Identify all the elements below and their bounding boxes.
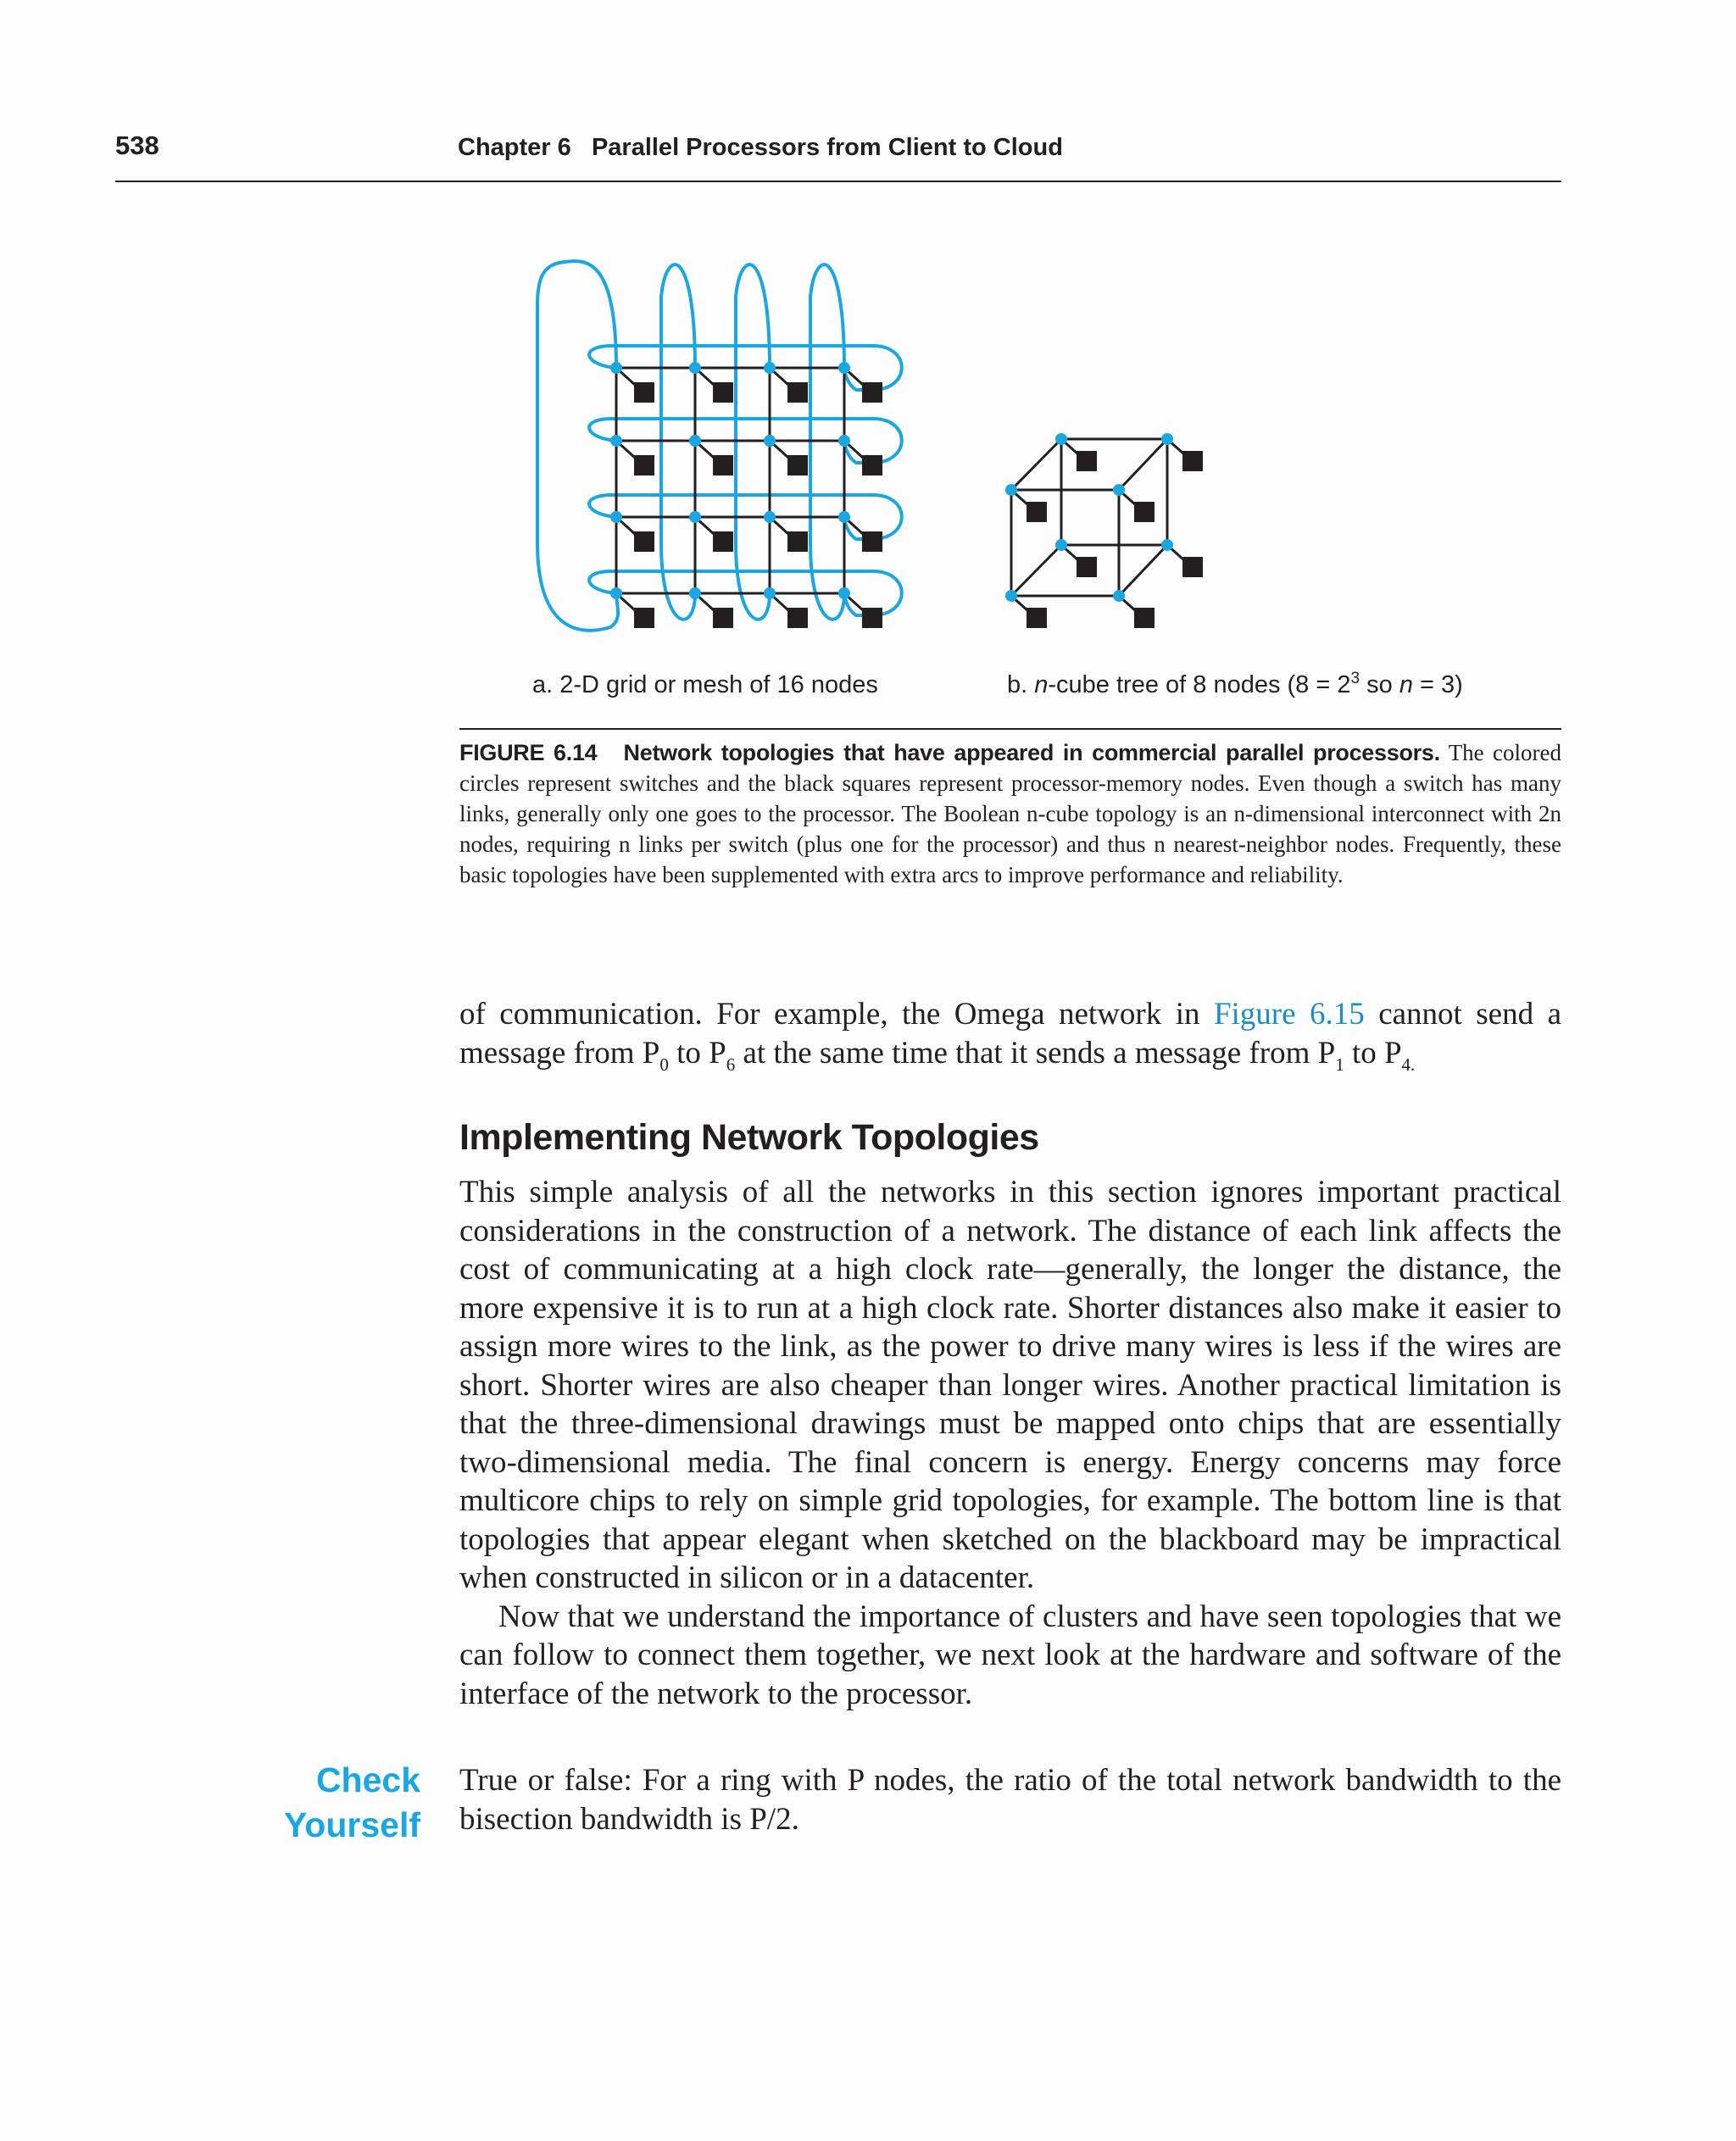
mesh-switch bbox=[838, 435, 850, 447]
caption-text: The colored circles represent switches and the black squares represent processor-memory nodes. Even though a switch has many links, generally only one goes to the processor. The Boolean n-cube topology is an n-dimensional interconnect with 2n nodes, requiring n links per switch (plus one for the processor) and thus n nearest-neighbor nodes. Frequently, these basic topologies have been supplemented with extra arcs to improve performance and reliability. bbox=[459, 740, 1562, 887]
cube-edge bbox=[1119, 545, 1167, 596]
mesh-processor-node bbox=[787, 531, 808, 552]
cube-switch bbox=[1113, 484, 1125, 496]
mesh-switch bbox=[764, 511, 776, 523]
figure-6-15-link[interactable]: Figure 6.15 bbox=[1213, 997, 1365, 1032]
mesh-diagram bbox=[537, 261, 902, 631]
caption-title: Network topologies that have appeared in commercial parallel processors. bbox=[623, 740, 1440, 765]
mesh-processor-node bbox=[713, 608, 733, 628]
mesh-switch bbox=[764, 362, 776, 374]
cube-diagram bbox=[1005, 433, 1203, 628]
mesh-switch bbox=[838, 511, 850, 523]
mesh-processor-node bbox=[634, 608, 654, 628]
mesh-switch bbox=[610, 435, 622, 447]
cube-switch bbox=[1161, 539, 1173, 551]
chapter-title: Parallel Processors from Client to Cloud bbox=[591, 134, 1063, 161]
paragraph-analysis: This simple analysis of all the networks in this section ignores important practical considerations in the construction of a network. The distance of each link affects the cost of communicating at a high clock rate—generally, the longer the distance, the more expensive it is to run at a high clock rate. Shorter distances also make it easier to assign more wires to the link, as the power to drive many wires is less if the wires are short. Shorter wires are also cheaper than longer wires. Another practical limitation is that the three-dimensional drawings must be mapped onto chips that are essentially two-dimensional media. The final concern is energy. Energy concerns may force multicore chips to rely on simple grid topologies, for example. The bottom line is that topologies that appear elegant when sketched on the blackboard may be impractical when constructed in silicon or in a datacenter. bbox=[459, 1175, 1561, 1595]
check-yourself-question: True or false: For a ring with P nodes, the ratio of the total network bandwidth to the bisection bandwidth is P/2. bbox=[459, 1763, 1561, 1837]
mesh-switch bbox=[689, 587, 701, 599]
mesh-processor-node bbox=[634, 531, 654, 552]
cube-processor-node bbox=[1182, 451, 1203, 471]
mesh-switch bbox=[838, 362, 850, 374]
mesh-switch bbox=[764, 435, 776, 447]
cube-processor-node bbox=[1134, 502, 1155, 522]
mesh-processor-node bbox=[862, 382, 882, 403]
mesh-switch bbox=[610, 362, 622, 374]
paragraph-clusters: Now that we understand the importance of clusters and have seen topologies that we can follow to connect them together, we next look at the hardware and software of the interface of the network to the processor. bbox=[459, 1599, 1561, 1711]
mesh-switch bbox=[838, 587, 850, 599]
caption-rule bbox=[459, 728, 1561, 730]
cube-switch bbox=[1055, 433, 1067, 445]
cube-processor-node bbox=[1027, 608, 1047, 628]
cube-processor-node bbox=[1077, 557, 1097, 577]
cube-processor-node bbox=[1182, 557, 1203, 577]
check-yourself-label: Check Yourself bbox=[284, 1760, 420, 1844]
column-wrap-link-1 bbox=[537, 261, 618, 631]
mesh-switch bbox=[764, 587, 776, 599]
cube-edge bbox=[1011, 439, 1061, 490]
cube-switch bbox=[1005, 590, 1017, 602]
mesh-switch bbox=[689, 511, 701, 523]
page-number: 538 bbox=[115, 131, 159, 160]
cube-edge bbox=[1119, 439, 1167, 490]
chapter-label: Chapter 6 bbox=[458, 134, 571, 161]
mesh-processor-node bbox=[634, 455, 654, 475]
mesh-processor-node bbox=[713, 382, 733, 403]
cube-processor-node bbox=[1077, 451, 1097, 471]
mesh-processor-node bbox=[862, 455, 882, 475]
mesh-switch bbox=[689, 362, 701, 374]
cube-switch bbox=[1055, 539, 1067, 551]
mesh-switch bbox=[610, 511, 622, 523]
cube-edge bbox=[1011, 545, 1061, 596]
paragraph-continuation: of communication. For example, the Omega network in Figure 6.15 cannot send a message from $P_0$ to $P_6$ at the same time that it sends a message from $P_1$ to $P_{4.}$ bbox=[459, 997, 1561, 1075]
cube-switch bbox=[1161, 433, 1173, 445]
caption-number: FIGURE 6.14 bbox=[459, 740, 598, 765]
mesh-processor-node bbox=[713, 455, 733, 475]
mesh-processor-node bbox=[862, 608, 882, 628]
mesh-processor-node bbox=[787, 608, 808, 628]
cube-switch bbox=[1005, 484, 1017, 496]
figure-label-a: a. 2-D grid or mesh of 16 nodes bbox=[532, 671, 878, 698]
mesh-processor-node bbox=[862, 531, 882, 552]
mesh-processor-node bbox=[634, 382, 654, 403]
figure-caption bbox=[459, 737, 1561, 890]
mesh-processor-node bbox=[787, 382, 808, 403]
cube-processor-node bbox=[1134, 608, 1155, 628]
section-body bbox=[459, 1173, 1561, 1713]
section-heading: Implementing Network Topologies bbox=[459, 1117, 1039, 1158]
mesh-switch bbox=[689, 435, 701, 447]
cube-processor-node bbox=[1027, 502, 1047, 522]
mesh-switch bbox=[610, 587, 622, 599]
figure-label-b: b. n-cube tree of 8 nodes ($8 = 2^3$ so n = 3) bbox=[1007, 670, 1463, 698]
mesh-processor-node bbox=[787, 455, 808, 475]
mesh-processor-node bbox=[713, 531, 733, 552]
cube-switch bbox=[1113, 590, 1125, 602]
